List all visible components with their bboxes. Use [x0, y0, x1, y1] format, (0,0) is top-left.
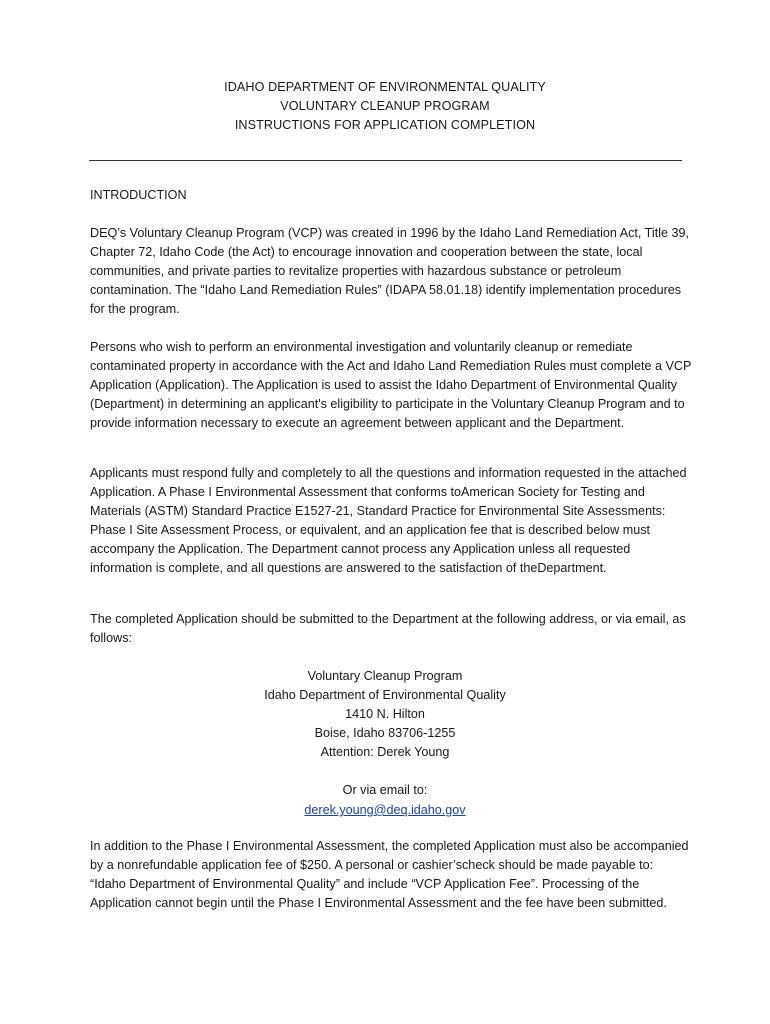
paragraph-application-fee: [90, 837, 692, 913]
address-department: Idaho Department of Environmental Quality: [264, 688, 506, 702]
paragraph-vcp-overview: [90, 224, 692, 319]
header-title: INSTRUCTIONS FOR APPLICATION COMPLETION: [234, 118, 536, 132]
paragraph-text: Persons who wish to perform an environmental investigation and voluntarily cleanup or remediate contaminated property in accordance with the Act and Idaho Land Remediation Rules must complete a VCP Application (Application). The Application is used to assist the Idaho Department of Environmental Quality (Department) in determining an applicant's eligibility to participate in the Voluntary Cleanup Program and to provide information necessary to execute an agreement between applicant and the Department.: [90, 340, 692, 430]
address-street: 1410 N. Hilton: [345, 707, 425, 721]
email-submission: [0, 780, 770, 820]
paragraph-text: The completed Application should be submitted to the Department at the following address, or via email, as follows:: [90, 612, 686, 645]
header-program: VOLUNTARY CLEANUP PROGRAM: [280, 99, 490, 113]
email-link[interactable]: derek.young@deq.idaho.gov: [304, 803, 466, 817]
address-city-state-zip: Boise, Idaho 83706-1255: [314, 726, 456, 740]
section-heading-introduction: INTRODUCTION: [90, 188, 187, 202]
paragraph-text: In addition to the Phase I Environmental Assessment, the completed Application must also be accompanied by a nonrefundable application fee of $250. A personal or cashier’scheck should be made payable to: “Idaho Department of Environmental Quality” and include “VCP Application Fee”. Processing of the Application cannot begin until the Phase I Environmental Assessment and the fee have been submitted.: [90, 839, 689, 910]
paragraph-submission-instructions: [90, 610, 692, 648]
address-program: Voluntary Cleanup Program: [307, 669, 463, 683]
email-prefix: Or via email to:: [342, 783, 428, 797]
paragraph-applicant-requirements: [90, 464, 692, 577]
paragraph-text: Applicants must respond fully and completely to all the questions and information requested in the attached Application. A Phase I Environmental Assessment that conforms toAmerican Society for Testing and Materials (ASTM) Standard Practice E1527-21, Standard Practice for Environmental Site Assessments: Phase I Site Assessment Process, or equivalent, and an application fee that is described below must accompany the Application. The Department cannot process any Application unless all requested information is complete, and all questions are answered to the satisfaction of theDepartment.: [90, 466, 687, 575]
document-header: [0, 78, 770, 135]
header-agency: IDAHO DEPARTMENT OF ENVIRONMENTAL QUALITY: [224, 80, 546, 94]
paragraph-application-purpose: [90, 338, 692, 433]
paragraph-text: DEQ’s Voluntary Cleanup Program (VCP) was created in 1996 by the Idaho Land Remediation Act, Title 39, Chapter 72, Idaho Code (the Act) to encourage innovation and cooperation between the state, local communities, and private parties to revitalize properties with hazardous substance or petroleum contamination. The “Idaho Land Remediation Rules” (IDAPA 58.01.18) identify implementation procedures for the program.: [90, 226, 690, 316]
address-attention: Attention: Derek Young: [320, 745, 450, 759]
header-divider: [89, 160, 682, 161]
mailing-address: [0, 667, 770, 762]
